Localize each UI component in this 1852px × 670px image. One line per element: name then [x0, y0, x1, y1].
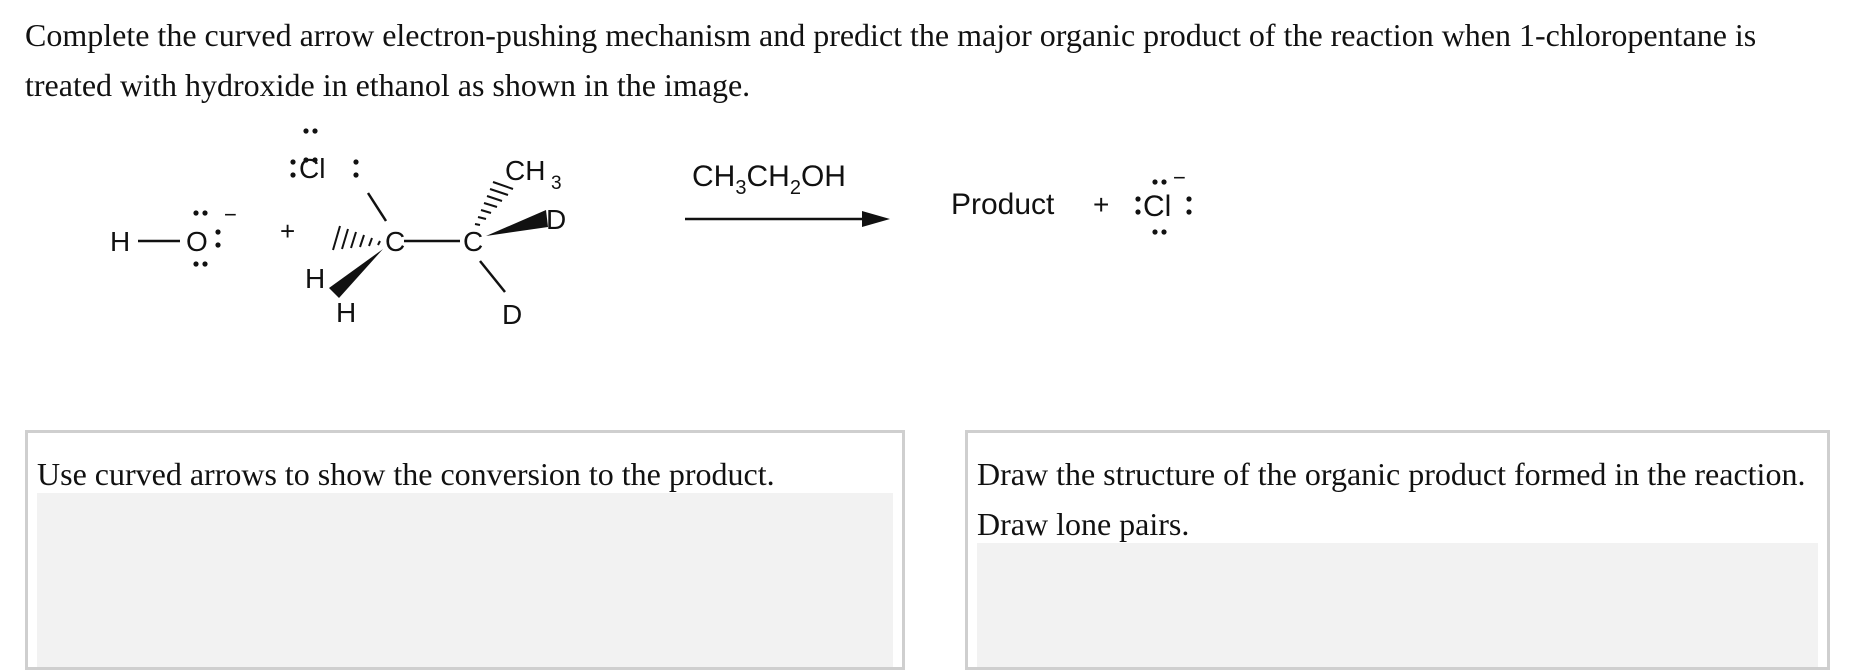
- wedge-bond-d: [486, 210, 548, 236]
- c-cl-bond: [368, 193, 386, 221]
- products-plus: +: [1093, 189, 1110, 220]
- hydroxide-h: H: [110, 226, 131, 257]
- chloride-cl: Cl: [1143, 190, 1172, 223]
- mechanism-drawing-area[interactable]: [37, 493, 893, 667]
- substrate-cl: Cl: [299, 153, 326, 184]
- hashed-bond-ch3: [475, 182, 513, 225]
- substrate-molecule: [290, 128, 566, 330]
- products: [951, 165, 1192, 235]
- mechanism-panel: [25, 430, 905, 670]
- product-panel: [965, 430, 1830, 670]
- hydroxide-charge: −: [224, 202, 237, 227]
- c-d-bond: [480, 261, 505, 292]
- substrate-c2: C: [463, 226, 484, 257]
- hydroxide-ion: [110, 202, 237, 267]
- substrate-h-hash: H: [305, 263, 326, 294]
- substrate-d-wedge: D: [546, 204, 567, 235]
- arrow-head: [862, 211, 890, 227]
- substrate-c1: C: [385, 226, 406, 257]
- plus-sign: +: [280, 216, 296, 246]
- substrate-d-bottom: D: [502, 299, 523, 330]
- substrate-h-wedge: H: [336, 297, 357, 328]
- hashed-bond-h: [333, 226, 380, 250]
- substrate-ch3-c: CH: [505, 155, 546, 186]
- chloride-charge: −: [1173, 165, 1186, 190]
- wedge-bond-h: [329, 249, 383, 298]
- hydroxide-o: O: [186, 226, 208, 257]
- question-text: Complete the curved arrow electron-pushing mechanism and predict the major organic product of the reaction when 1-chloropentane is treated with hydroxide in ethanol as shown in the image.: [25, 17, 1757, 103]
- substrate-ch3-sub: 3: [551, 173, 562, 194]
- mechanism-instruction: Use curved arrows to show the conversion to the product.: [37, 456, 775, 492]
- solvent-label: $CH_3CH_2OH$: [692, 160, 846, 199]
- product-drawing-area[interactable]: [977, 543, 1818, 667]
- reaction-scheme: [0, 108, 1852, 348]
- reaction-arrow: [685, 160, 890, 227]
- product-label: Product: [951, 188, 1055, 221]
- product-instruction: Draw the structure of the organic product formed in the reaction. Draw lone pairs.: [977, 456, 1806, 542]
